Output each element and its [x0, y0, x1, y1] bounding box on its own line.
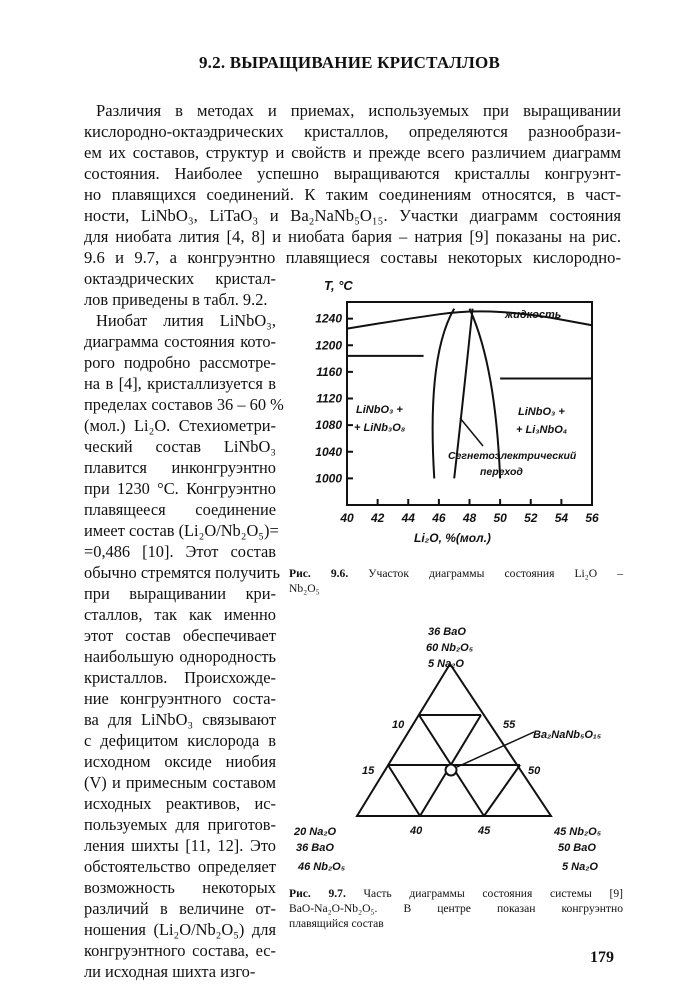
text-line: обстоятельство определяет [84, 857, 276, 876]
caption-text: Nb₂O₅ [289, 582, 320, 595]
x-axis-label: Li₂O, %(мол.) [414, 531, 491, 545]
y-tick-label: 1240 [315, 311, 342, 326]
text-line: ли исходная шихта изго- [84, 962, 256, 981]
text-line: плавится инконгруэнтно [84, 458, 276, 477]
text-line: обычно стремятся получить [84, 563, 280, 582]
page-number: 179 [590, 949, 614, 966]
congruent-point [446, 765, 457, 776]
text-line: для ниобата лития [4, 8] и ниобата бария – натрия [9] показаны на рис. [84, 227, 621, 246]
y-tick-label: 1120 [316, 391, 342, 406]
bottom-right-label: 45 Nb₂O₅ [554, 826, 602, 838]
text-line: наибольшую однородность [84, 647, 276, 666]
label-left-phase-1: LiNbO₃ + [356, 404, 403, 416]
bottom-right-label: 50 BaO [558, 842, 596, 854]
text-line: 9.6 и 9.7, а конгруэнтно плавящиеся составы некоторых кислородно- [84, 248, 621, 267]
text-line: рого подробно рассмотре- [84, 353, 276, 372]
transition-pointer [460, 418, 483, 446]
tick-label: 40 [410, 825, 423, 837]
text-line: диаграмма состояния кото- [84, 332, 276, 351]
label-liquid: жидкость [505, 309, 562, 321]
text-line: Различия в методах и приемах, используемых при выращивании [96, 101, 621, 120]
text-line: лов приведены в табл. 9.2. [84, 290, 268, 309]
text-line: при 1230 °С. Конгруэнтно [84, 479, 276, 498]
tick-label: 50 [528, 765, 541, 777]
text-line: имеет состав (Li₂O/Nb₂O₅)= [84, 521, 279, 540]
y-tick-label: 1040 [315, 444, 342, 459]
text-line: пределах составов 36 – 60 % [84, 395, 284, 414]
caption-text: Участок диаграммы состояния Li₂O – [368, 567, 623, 580]
bottom-left-label: 36 BaO [296, 842, 334, 854]
text-line: Ниобат лития LiNbO₃, [96, 311, 276, 330]
ternary-diagram-bao-na2o-nb2o5 [290, 620, 625, 885]
label-transition-2: переход [480, 466, 523, 478]
bottom-right-label: 5 Na₂O [562, 861, 598, 873]
y-axis-label: T, °C [324, 278, 353, 293]
text-line: ние конгруэнтного соста- [84, 689, 276, 708]
caption-text: BaO-Na₂O-Nb₂O₅. В центре показан конгруэнтно [289, 902, 623, 915]
tick-label: 10 [392, 719, 405, 731]
phase-diagram-li2o-nb2o5 [290, 268, 620, 558]
caption-text: плавящийся состав [289, 917, 384, 930]
x-tick-label: 56 [585, 511, 599, 525]
figure-9-6-caption [289, 566, 623, 596]
x-tick-label: 46 [432, 511, 446, 525]
x-tick-label: 44 [401, 511, 415, 525]
compound-label: Ba₂NaNb₅O₁₅ [533, 729, 602, 741]
text-line: конгруэнтного состава, ес- [84, 941, 276, 960]
x-tick-label: 50 [493, 511, 507, 525]
text-line: =0,486 [10]. Этот состав [84, 542, 276, 561]
x-tick-label: 40 [340, 511, 354, 525]
text-line: возможность некоторых [84, 878, 276, 897]
text-line: состояния. Наиболее успешно выращиваются кристаллы конгруэнт- [84, 164, 621, 183]
text-line: ности, LiNbO₃, LiTaO₃ и Ba₂NaNb₅O₁₅. Участки диаграмм состояния [84, 206, 621, 225]
y-tick-label: 1200 [315, 338, 342, 353]
text-line: при выращивании кри- [84, 584, 276, 603]
text-line: различий в величине от- [84, 899, 276, 918]
text-line: пользуемых для приготов- [84, 815, 276, 834]
text-line: на в [4], кристаллизуется в [84, 374, 276, 393]
bottom-left-label: 20 Na₂O [294, 826, 337, 838]
x-tick-label: 42 [370, 511, 385, 525]
tick-label: 55 [503, 719, 516, 731]
bottom-left-label: 46 Nb₂O₅ [298, 861, 346, 873]
x-tick-label: 48 [462, 511, 477, 525]
text-line: ческий состав LiNbO₃ [84, 437, 276, 456]
text-line: (мол.) Li₂O. Стехиометри- [84, 416, 276, 435]
text-line: кристаллов. Происхожде- [84, 668, 276, 687]
x-tick-label: 54 [554, 511, 569, 525]
caption-label: Рис. 9.6. [289, 567, 349, 580]
grid-line [484, 765, 520, 816]
text-line: (V) и примесным составом [84, 773, 276, 792]
text-line: плавящееся соединение [84, 500, 276, 519]
label-right-phase-1: LiNbO₃ + [518, 406, 565, 418]
label-right-phase-2: + Li₃NbO₄ [516, 424, 568, 436]
text-line: сталлов, так как именно [84, 605, 276, 624]
label-left-phase-2: + LiNb₃O₈ [354, 422, 406, 434]
y-tick-label: 1000 [315, 471, 342, 486]
top-label: 60 Nb₂O₅ [426, 642, 474, 654]
top-label: 5 Na₂O [428, 658, 464, 670]
text-line: ва для LiNbO₃ связывают [84, 710, 276, 729]
text-line: исходных реактивов, ис- [84, 794, 276, 813]
figure-9-7-caption [289, 886, 623, 931]
y-tick-label: 1160 [316, 364, 342, 379]
text-line: исходном оксиде ниобия [84, 752, 276, 771]
text-line: кислородно-октаэдрических кристаллов, определяются разнообрази- [84, 122, 621, 141]
text-line: ношения (Li₂O/Nb₂O₅) для [84, 920, 276, 939]
grid-line [388, 765, 420, 816]
y-tick-label: 1080 [315, 418, 342, 433]
x-tick-label: 52 [524, 511, 538, 525]
text-line: ления шихты [11, 12]. Это [84, 836, 276, 855]
text-line: с дефицитом кислорода в [84, 731, 276, 750]
section-title: 9.2. ВЫРАЩИВАНИЕ КРИСТАЛЛОВ [198, 53, 500, 72]
tick-label: 45 [478, 825, 491, 837]
text-line: октаэдрических кристал- [84, 269, 276, 288]
caption-text: Часть диаграммы состояния системы [9] [363, 887, 623, 900]
top-label: 36 BaO [428, 626, 466, 638]
triangle-outline [357, 664, 551, 816]
text-line: ем их составов, структур и свойств и прежде всего различием диаграмм [84, 143, 621, 162]
caption-label: Рис. 9.7. [289, 887, 346, 900]
text-line: этот состав обеспечивает [84, 626, 276, 645]
tick-label: 15 [362, 765, 375, 777]
label-transition-1: Сегнетоэлектрический [448, 450, 577, 462]
text-line: но плавящихся соединений. К таким соединениям относятся, в част- [84, 185, 621, 204]
